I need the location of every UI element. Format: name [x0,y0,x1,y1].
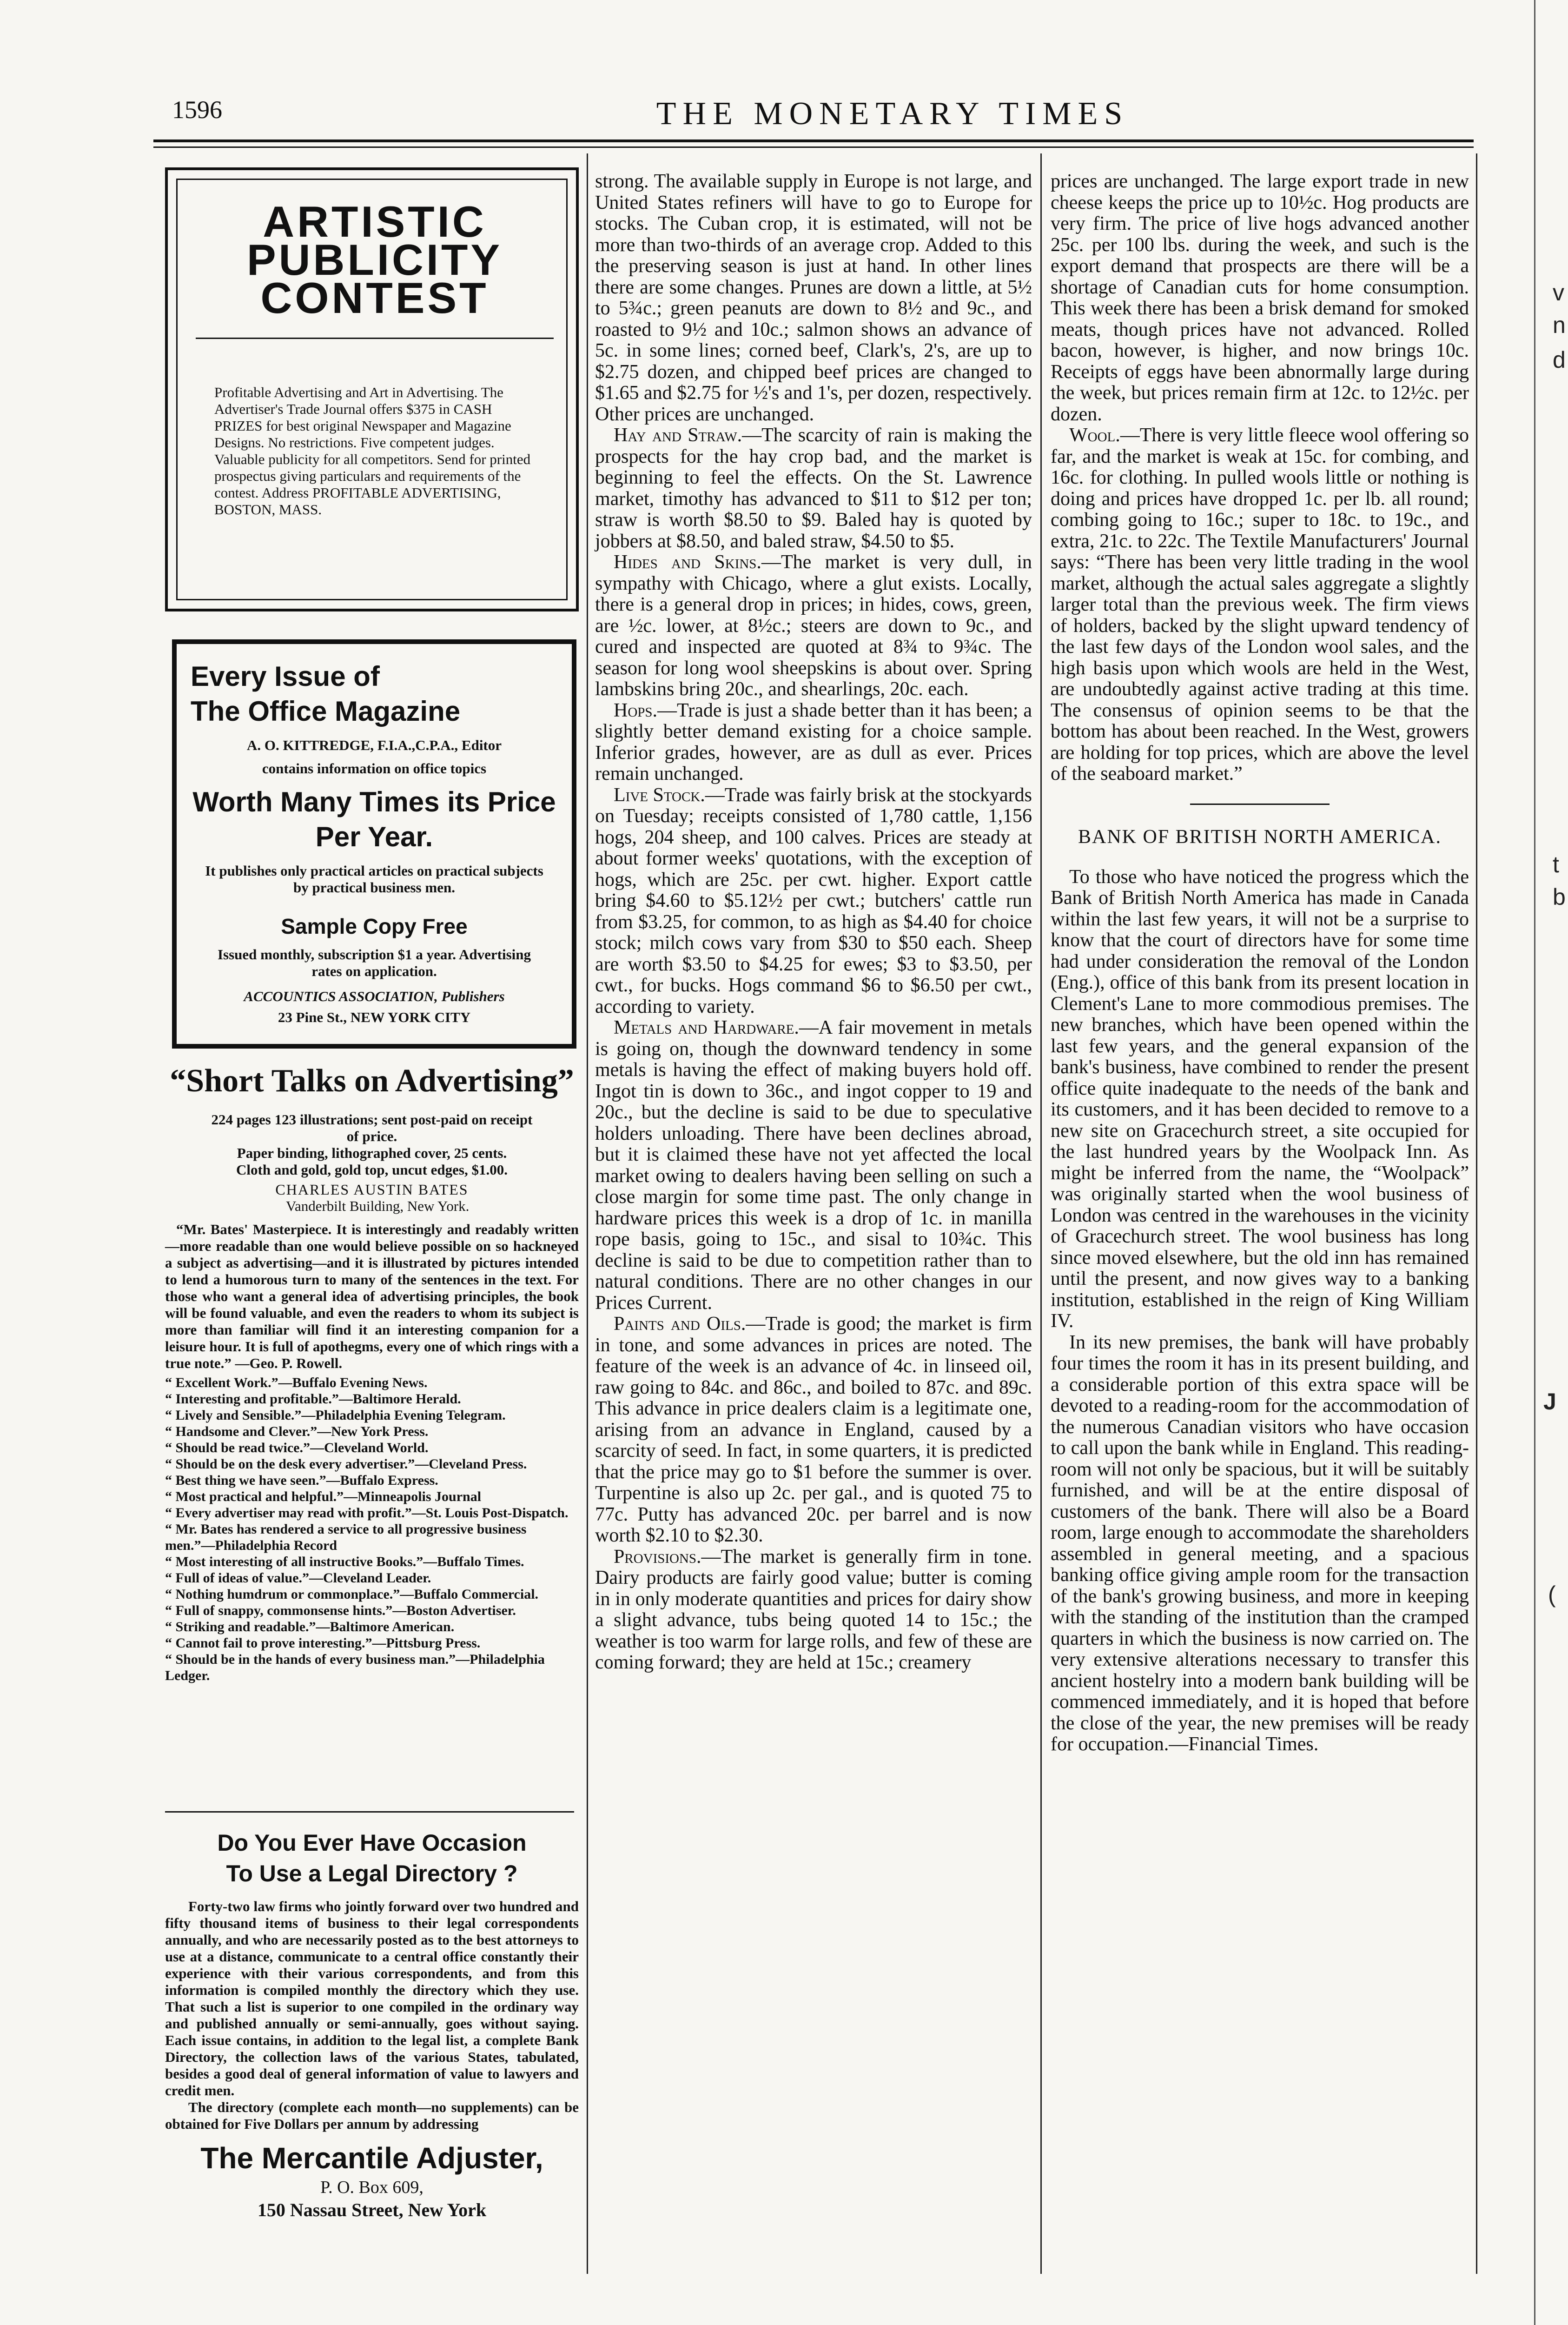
nassau-address: 150 Nassau Street, New York [257,2199,487,2220]
header-rule [153,140,1474,142]
press-quote: “ Excellent Work.”—Buffalo Evening News. [165,1375,428,1390]
section-text: —The market is very dull, in sympathy with Chicago, where a glut exists. Locally, there is a general drop in prices; in hides, cows, green, are ½c. lower, at 8½c.; steers are down to 9c., and cured and inspected are quoted at 8¾ to 9¾c. The season for long wool sheepskins is about over. Spring lambskins bring 20c., and shearlings, 20c. each. [595,551,1032,700]
market-section [595,552,1032,700]
cloth-binding-line: Cloth and gold, gold top, uncut edges, $1.00. [236,1162,508,1178]
legal-headline-1: Do You Ever Have Occasion [217,1830,527,1856]
margin-fragment: ( [1548,1581,1556,1608]
office-magazine-ad [172,639,576,1049]
sample-copy: Sample Copy Free [281,914,468,938]
section-heading: Provisions. [614,1546,701,1568]
section-heading: Live Stock. [614,784,705,806]
press-quote: “ Handsome and Clever.”—New York Press. [165,1424,429,1439]
section-divider [1190,804,1330,805]
editor-line: A. O. KITTREDGE, F.I.A.,C.P.A., Editor [246,737,502,753]
short-talks-ad [165,1060,579,1684]
worth-line: Worth Many Times its Price [192,786,556,817]
sugar-paragraph: strong. The available supply in Europe is not large, and United States refiners will have to go to Europe for stocks. The Cuban crop, it is estimated, will not be more than two-thirds of an average crop. Added to this the preserving season is just at hand. In other lines there are some changes. Prunes are down a little, at 5½ to 5¾c.; green peanuts are down to 8½ and 9c., and roasted to 9½ and 10c.; salmon shows an advance of 5c. in some lines; corned beef, Clark's, 2's, are up to $2.75 dozen, and chipped beef prices are changed to $1.65 and $2.75 for ½'s and 1's, per dozen, respectively. Other prices are unchanged. [595,171,1032,425]
margin-fragment: n [1553,312,1566,338]
wool-section: Wool.—There is very little fleece wool offering so far, and the market is weak at 15c. for combing, and 16c. for clothing. In pulled wools little or nothing is doing and prices have dropped 1c. per lb. all round; combing going to 16c.; super to 18c. to 19c., and extra, 21c. to 22c. The Textile Manufacturers' Journal says: “There has been very little trading in the wool market, although the actual sales aggregate a slightly larger total than the previous week. The firm views of holders, backed by the slight upward tendency of the last few days of the London wool sales, and the high basis upon which wools are held in the West, are undoubtedly against active trading at this time. The consensus of opinion seems to be that the bottom has about been reached. In the West, growers are holding for top prices, which are above the level of the seaboard market.” [1051,425,1469,784]
ad-divider [165,1811,574,1813]
market-section [595,1314,1032,1547]
market-section [595,700,1032,785]
market-section [595,1017,1032,1314]
section-text: —Trade is just a shade better than it has been; a slightly better demand existing for a choice sample. Inferior grades, however, are as dull as ever. Prices remain unchanged. [595,699,1032,784]
press-quote: “ Striking and readable.”—Baltimore American. [165,1619,455,1634]
column-divider [1040,153,1042,2274]
page-edge [1534,0,1535,2325]
market-report-column [595,171,1032,1674]
provisions-continued: prices are unchanged. The large export trade in new cheese keeps the price up to 10½c. Hog products are very firm. The price of live hogs advanced another 25c. per 100 lbs. during the week, and such is the export demand that prospects are there will be a shortage of Canadian cuts for home consumption. This week there has been a brisk demand for smoked meats, though prices have not advanced. Rolled bacon, however, is higher, and now brings 10c. Receipts of eggs have been abnormally large during the week, but prices remain firm at 12c. to 12½c. per dozen. [1051,171,1469,425]
section-text: —A fair movement in metals is going on, though the downward tendency in some metals is having the effect of making buyers hold off. Ingot tin is down to 36c., and ingot copper to 19 and 20c., but the decline is said to be due to speculative holders unloading. There have been declines abroad, but it is claimed these have not yet affected the local market owing to dealers having been selling on such a close margin for some time past. The only change in hardware prices this week is a drop of 1c. in manilla rope basis, going to 15c., and sisal to 10¾c. This decline is said to be due to competition rather than to natural conditions. There are no other changes in our Prices Current. [595,1017,1032,1314]
contest-title: ARTISTIC PUBLICITY CONTEST [246,197,503,322]
press-quote: “ Lively and Sensible.”—Philadelphia Evening Telegram. [165,1408,506,1423]
press-quote: “ Should be on the desk every advertiser.”—Cleveland Press. [165,1456,527,1472]
publisher-address: 23 Pine St., NEW YORK CITY [278,1009,471,1025]
mercantile-adjuster: The Mercantile Adjuster, [200,2141,543,2175]
margin-fragment: b [1553,884,1566,910]
section-text: —The market is generally firm in tone. Dairy products are fairly good value; butter is coming in in only moderate quantities and prices for dairy show a slight advance, tubs being quoted 14 to 15c.; the weather is too warm for large rolls, and few of these are coming forward; they are held at 15c.; creamery [595,1546,1032,1673]
margin-fragment: t [1553,851,1559,877]
bank-paragraph-2: In its new premises, the bank will have probably four times the room it has in its present building, and a considerable portion of this extra space will be devoted to a reading-room for the accommodation of the numerous Canadian visitors who have occasion to call upon the bank while in England. This reading-room will not only be spacious, but it will be suitably furnished, and will be at the entire disposal of customers of the bank. There will also be a Board room, large enough to accommodate the shareholders assembled in general meeting, and a spacious banking office giving ample room for the transaction of the bank's growing business, and more in keeping with the standing of the institution than the cramped quarters in which the business is now carried on. The very extensive alterations necessary to transfer this ancient hostelry into a modern bank building will be commenced immediately, and it is hoped that before the close of the year, the new premises will be ready for occupation.—Financial Times. [1051,1331,1469,1755]
press-quotes [165,1375,579,1684]
press-quote: “ Nothing humdrum or commonplace.”—Buffalo Commercial. [165,1587,539,1602]
press-quote: “ Every advertiser may read with profit.”—St. Louis Post-Dispatch. [165,1505,569,1521]
bank-paragraph-1: To those who have noticed the progress which the Bank of British North America has made in Canada within the last few years, it will not be a surprise to know that the court of directors have for some time had under consideration the removal of the London (Eng.), office of this bank from its present location in Clement's Lane to more commodious premises. The new branches, which have been opened within the last few years, and the general expansion of the bank's business, have combined to render the present office quite inadequate to the needs of the bank and its customers, and it has been decided to remove to a new site on Gracechurch street, a site occupied for the last hundred years by the Woolpack Inn. As might be inferred from the name, the “Woolpack” was originally started when the wool business of London was centred in the warehouses in the vicinity of Gracechurch street. The wool business has long since moved elsewhere, but the old inn has remained until the present, and now gives way to a banking institution, established in the reign of King William IV. [1051,866,1469,1332]
author-address: Vanderbilt Building, New York. [286,1198,470,1214]
page-number: 1596 [172,96,222,124]
publisher-line: ACCOUNTICS ASSOCIATION, Publishers [244,988,505,1004]
press-quote: “ Should be read twice.”—Cleveland World. [165,1440,429,1455]
press-quote: “ Mr. Bates has rendered a service to all progressive business men.”—Philadelphia Record [165,1521,527,1553]
section-text: —Trade is good; the market is firm in tone, and some advances in prices are noted. The feature of the week is an advance of 4c. in linseed oil, raw going to 84c. and 86c., and boiled to 87c. and 89c. This advance in price dealers claim is a legitimate one, arising from an advance in England, caused by a scarcity of seed. In fact, in some quarters, it is predicted that the price may go to $1 before the summer is over. Turpentine is also up 2c. per gal., and is quoted 75 to 77c. Putty has advanced 20c. per barrel and is now worth $2.10 to $2.30. [595,1313,1032,1546]
margin-fragment: d [1553,347,1566,373]
contest-body: Profitable Advertising and Art in Advertising. The Advertiser's Trade Journal offers $375 in CASH PRIZES for best original Newspaper and Magazine Designs. No restrictions. Five competent judges. Valuable publicity for all competitors. Send for printed prospectus giving particulars and requirements of the contest. Address PROFITABLE ADVERTISING, BOSTON, MASS. [214,384,531,518]
press-quote: “ Most practical and helpful.”—Minneapolis Journal [165,1489,482,1504]
short-talks-title: “Short Talks on Advertising” [170,1063,574,1099]
pages-line: 224 pages 123 illustrations; sent post-paid on receipt of price. [211,1111,533,1144]
section-heading: Paints and Oils. [614,1313,746,1335]
section-heading: Metals and Hardware. [614,1017,799,1038]
publication-title: THE MONETARY TIMES [656,96,1129,132]
column-divider [587,153,588,2274]
artistic-publicity-ad [165,167,579,611]
column-divider [1476,153,1477,2274]
press-quote: “ Most interesting of all instructive Books.”—Buffalo Times. [165,1554,524,1569]
divider [196,338,554,339]
legal-paragraph: Forty-two law firms who jointly forward over two hundred and fifty thousand items of business to their legal correspondents annually, and who are necessarily posted as to the best attorneys to use at a distance, communicate to a central office constantly their experience with their various correspondents, and from this information is compiled monthly the directory which they use. That such a list is superior to one compiled in the ordinary way and published annually or semi-annually, goes without saying. Each issue contains, in addition to the legal list, a complete Bank Directory, the collection laws of the various States, tabulated, besides a good deal of general information of value to lawyers and credit men. [165,1898,579,2099]
per-year-line: Per Year. [315,821,433,852]
press-quote: “ Full of ideas of value.”—Cleveland Leader. [165,1570,431,1586]
magazine-name: The Office Magazine [191,696,461,727]
press-quote: “ Should be in the hands of every business man.”—Philadelphia Ledger. [165,1652,545,1683]
section-heading: Hay and Straw. [614,425,742,446]
section-text: —Trade was fairly brisk at the stockyards on Tuesday; receipts consisted of 1,780 cattle, 1,156 hogs, 204 sheep, and 100 calves. Prices are steady at about former weeks' quotations, with the exception of hogs, which are 25c. per cwt. higher. Export cattle bring $4.60 to $5.12½ per cwt.; butchers' cattle run from $3.25, for common, to as high as $4.40 for choice stock; milch cows vary from $30 to $50 each. Sheep are worth $3.50 to $4.25 for ewes; $3 to $3.50, per cwt., for bucks. Hogs command $6 to $6.50 per cwt., according to variety. [595,784,1032,1017]
section-heading: Hides and Skins. [614,551,761,573]
paper-binding-line: Paper binding, lithographed cover, 25 cents. [237,1145,507,1161]
contains-line: contains information on office topics [262,760,487,777]
bank-headline: BANK OF BRITISH NORTH AMERICA. [1078,826,1442,848]
market-section [595,1547,1032,1674]
rowell-review: “Mr. Bates' Masterpiece. It is interestingly and readably written—more readable than one would believe possible on so hackneyed a subject as advertising—and it is illustrated by pictures intended to lend a humorous turn to many of the sentences in the text. For those who want a general idea of advertising principles, the book will be found valuable, and even the readers to whom its subject is more than familiar will find it an interesting companion for a leisure hour. It is full of apothegms, every one of which rings with a true note.” —Geo. P. Rowell. [165,1221,579,1371]
legal-paragraph-2: The directory (complete each month—no supplements) can be obtained for Five Dollars per annum by addressing [165,2099,579,2132]
press-quote: “ Interesting and profitable.”—Baltimore Herald. [165,1391,461,1407]
press-quote: “ Full of snappy, commonsense hints.”—Boston Advertiser. [165,1603,516,1618]
publishes-line: It publishes only practical articles on practical subjects by practical business men. [205,863,543,896]
press-quote: “ Cannot fail to prove interesting.”—Pittsburg Press. [165,1635,481,1651]
header-rule-thin [153,146,1474,148]
author-name: CHARLES AUSTIN BATES [275,1181,469,1198]
section-heading: Hops. [614,699,658,721]
legal-headline-2: To Use a Legal Directory ? [226,1860,518,1887]
market-section [595,425,1032,552]
section-text: —The scarcity of rain is making the prospects for the hay crop bad, and the market is beginning to feel the effects. On the St. Lawrence market, timothy has advanced to $11 to $12 per ton; straw is worth $8.50 to $9. Baled hay is quoted by jobbers at $8.50, and baled straw, $4.50 to $5. [595,425,1032,552]
margin-fragment: v [1553,279,1564,306]
market-section [595,785,1032,1018]
press-quote: “ Best thing we have seen.”—Buffalo Express. [165,1473,438,1488]
legal-directory-ad [165,1827,579,2222]
right-column [1051,171,1469,1755]
margin-fragment: J [1543,1388,1556,1415]
ad-headline: Every Issue of [191,661,380,692]
po-box: P. O. Box 609, [320,2178,423,2197]
issued-line: Issued monthly, subscription $1 a year. Advertising rates on application. [217,946,531,979]
